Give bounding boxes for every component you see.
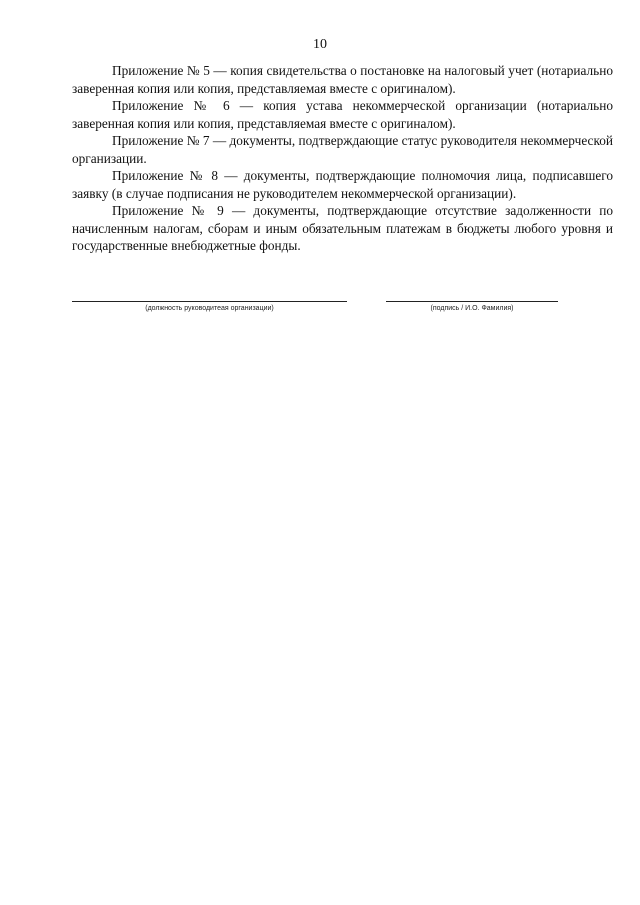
signature-block (72, 301, 613, 321)
appendix-9-paragraph: Приложение № 9 — документы, подтверждающие отсутствие задолженности по начисленным налогам, сборам и иным обязательным платежам в бюджеты любого уровня и государственные внебюджетные фонды. (72, 203, 613, 253)
appendix-6-paragraph: Приложение № 6 — копия устава некоммерческой организации (нотариально заверенная копия или копия, представляемая вместе с оригиналом). (72, 98, 613, 131)
name-signature-field (386, 301, 558, 313)
position-signature-line (72, 301, 347, 302)
appendix-8-paragraph: Приложение № 8 — документы, подтверждающие полномочия лица, подписавшего заявку (в случае подписания не руководителем некоммерческой организации). (72, 168, 613, 201)
position-signature-field (72, 301, 347, 313)
name-signature-line (386, 301, 558, 302)
appendix-5-paragraph: Приложение № 5 — копия свидетельства о постановке на налоговый учет (нотариально заверенная копия или копия, представляемая вместе с оригиналом). (72, 63, 613, 96)
appendix-list (72, 62, 613, 255)
position-caption: (должность руководитеая организации) (145, 305, 274, 312)
page-number: 10 (313, 37, 327, 52)
name-caption: (подпись / И.О. Фамилия) (430, 305, 514, 312)
appendix-7-paragraph: Приложение № 7 — документы, подтверждающие статус руководителя некоммерческой организации. (72, 133, 613, 166)
